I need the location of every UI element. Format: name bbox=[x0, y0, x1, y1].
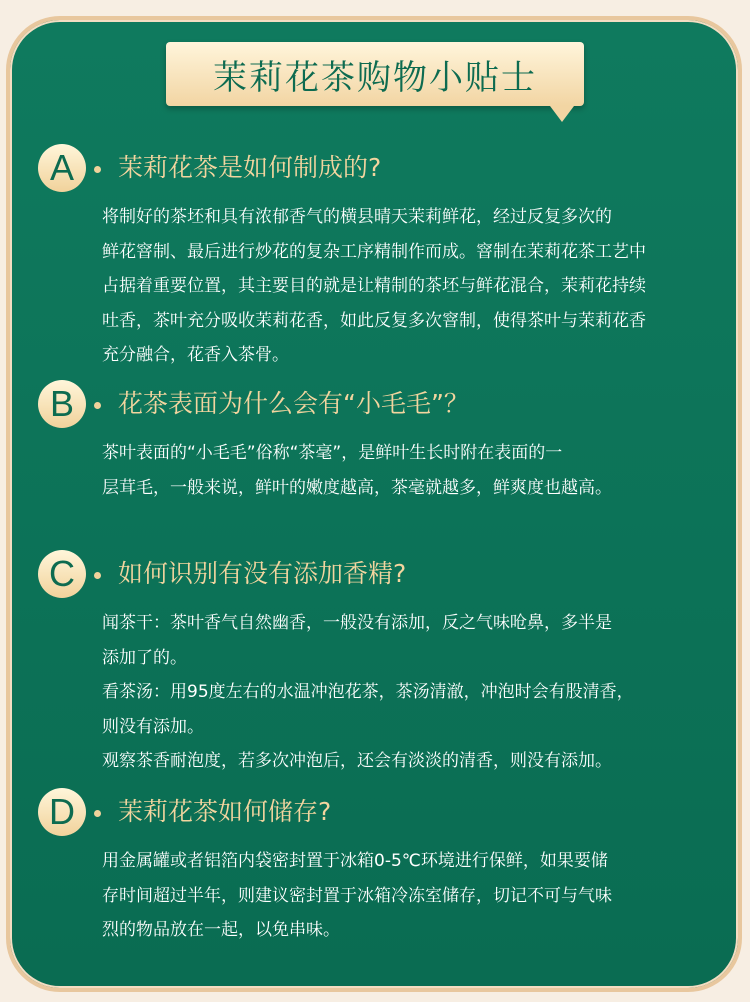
answer-text bbox=[102, 200, 738, 373]
bullet-dot bbox=[94, 810, 101, 817]
page-title: 茉莉花茶购物小贴士 bbox=[213, 57, 537, 98]
question-title: 如何识别有没有添加香精? bbox=[118, 559, 407, 588]
letter-badge-b: B bbox=[38, 380, 86, 428]
question-row bbox=[38, 380, 738, 432]
answer-line: 吐香，茶叶充分吸收茉莉花香，如此反复多次窨制，使得茶叶与茉莉花香 bbox=[102, 310, 646, 331]
bullet-dot bbox=[94, 572, 101, 579]
answer-line: 将制好的茶坯和具有浓郁香气的横县晴天茉莉鲜花，经过反复多次的 bbox=[102, 207, 612, 227]
answer-line: 观察茶香耐泡度，若多次冲泡后，还会有淡淡的清香，则没有添加。 bbox=[102, 751, 612, 771]
answer-line: 鲜花窨制、最后进行炒花的复杂工序精制作而成。窨制在茉莉花茶工艺中 bbox=[102, 241, 646, 262]
letter-badge-a: A bbox=[38, 144, 86, 192]
answer-line: 烈的物品放在一起，以免串味。 bbox=[102, 920, 340, 940]
title-banner bbox=[166, 42, 584, 106]
answer-text bbox=[102, 436, 738, 505]
section-d bbox=[38, 788, 738, 948]
letter-badge-c: C bbox=[38, 550, 86, 598]
answer-line: 闻茶干：茶叶香气自然幽香，一般没有添加，反之气味呛鼻，多半是 bbox=[102, 613, 612, 633]
answer-line: 用金属罐或者铝箔内袋密封置于冰箱0-5℃环境进行保鲜，如果要储 bbox=[102, 851, 608, 871]
answer-line: 茶叶表面的“小毛毛”俗称“茶毫”，是鲜叶生长时附在表面的一 bbox=[102, 443, 563, 463]
answer-line: 添加了的。 bbox=[102, 647, 187, 668]
bullet-dot bbox=[94, 166, 101, 173]
question-title: 茉莉花茶是如何制成的? bbox=[118, 153, 382, 182]
answer-text bbox=[102, 606, 738, 779]
question-row bbox=[38, 144, 738, 196]
answer-line: 看茶汤：用95度左右的水温冲泡花茶，茶汤清澈，冲泡时会有股清香， bbox=[102, 682, 634, 702]
answer-text bbox=[102, 844, 738, 948]
answer-line: 充分融合，花香入茶骨。 bbox=[102, 345, 289, 365]
bullet-dot bbox=[94, 402, 101, 409]
answer-line: 占据着重要位置，其主要目的就是让精制的茶坯与鲜花混合，茉莉花持续 bbox=[102, 276, 646, 296]
answer-line: 存时间超过半年，则建议密封置于冰箱冷冻室储存，切记不可与气味 bbox=[102, 885, 612, 906]
question-title: 茉莉花茶如何储存? bbox=[118, 797, 332, 826]
letter-badge-d: D bbox=[38, 788, 86, 836]
section-a bbox=[38, 144, 738, 373]
question-title: 花茶表面为什么会有“小毛毛”？ bbox=[118, 389, 469, 418]
question-row bbox=[38, 550, 738, 602]
section-b bbox=[38, 380, 738, 505]
answer-line: 层茸毛，一般来说，鲜叶的嫩度越高，茶毫就越多，鲜爽度也越高。 bbox=[102, 477, 612, 498]
question-row bbox=[38, 788, 738, 840]
section-c bbox=[38, 550, 738, 779]
answer-line: 则没有添加。 bbox=[102, 716, 204, 737]
